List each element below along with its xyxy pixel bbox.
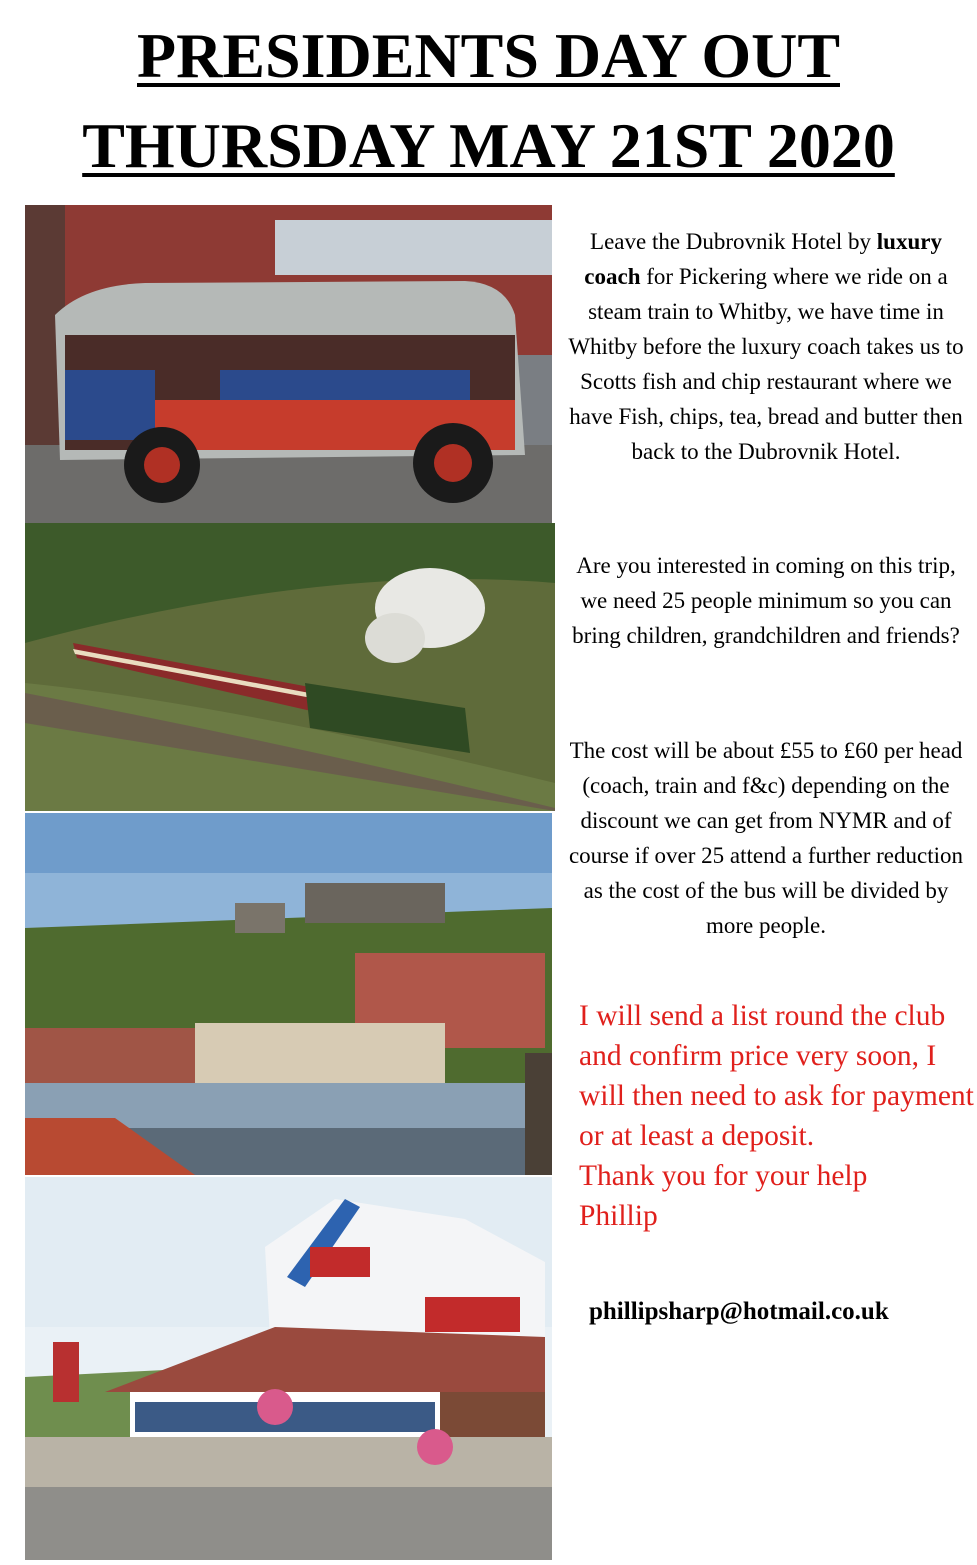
trip-description: Leave the Dubrovnik Hotel by luxury coach for Pickering where we ride on a steam train to Whitby, we have time in Whitby before the luxury coach takes us to Scotts fish and chip restaurant where we have Fish, chips, tea, bread and butter then back to the Dubrovnik Hotel. <box>568 229 964 464</box>
payment-note: I will send a list round the club and confirm price very soon, I will then need to ask for payment or at least a deposit. <box>579 1000 974 1152</box>
thanks-line: Thank you for your help <box>579 1160 868 1192</box>
title-line-2: THURSDAY MAY 21ST 2020 <box>82 110 895 181</box>
whitby-harbour-photo <box>25 813 552 1175</box>
signature: Phillip <box>579 1200 658 1232</box>
contact-email[interactable]: phillipsharp@hotmail.co.uk <box>589 1298 889 1325</box>
fish-and-chips-restaurant-photo <box>25 1177 552 1560</box>
vintage-bus-photo <box>25 205 552 523</box>
luxury-coach-emphasis: luxury coach <box>584 229 942 289</box>
steam-train-photo <box>25 523 555 811</box>
organiser-note <box>579 996 974 1236</box>
title-line-1: PRESIDENTS DAY OUT <box>137 20 840 91</box>
interest-question: Are you interested in coming on this trip, we need 25 people minimum so you can bring children, grandchildren and friends? <box>572 553 960 648</box>
cost-details: The cost will be about £55 to £60 per head (coach, train and f&c) depending on the discount we can get from NYMR and of course if over 25 attend a further reduction as the cost of the bus will be divided by more people. <box>568 738 964 938</box>
